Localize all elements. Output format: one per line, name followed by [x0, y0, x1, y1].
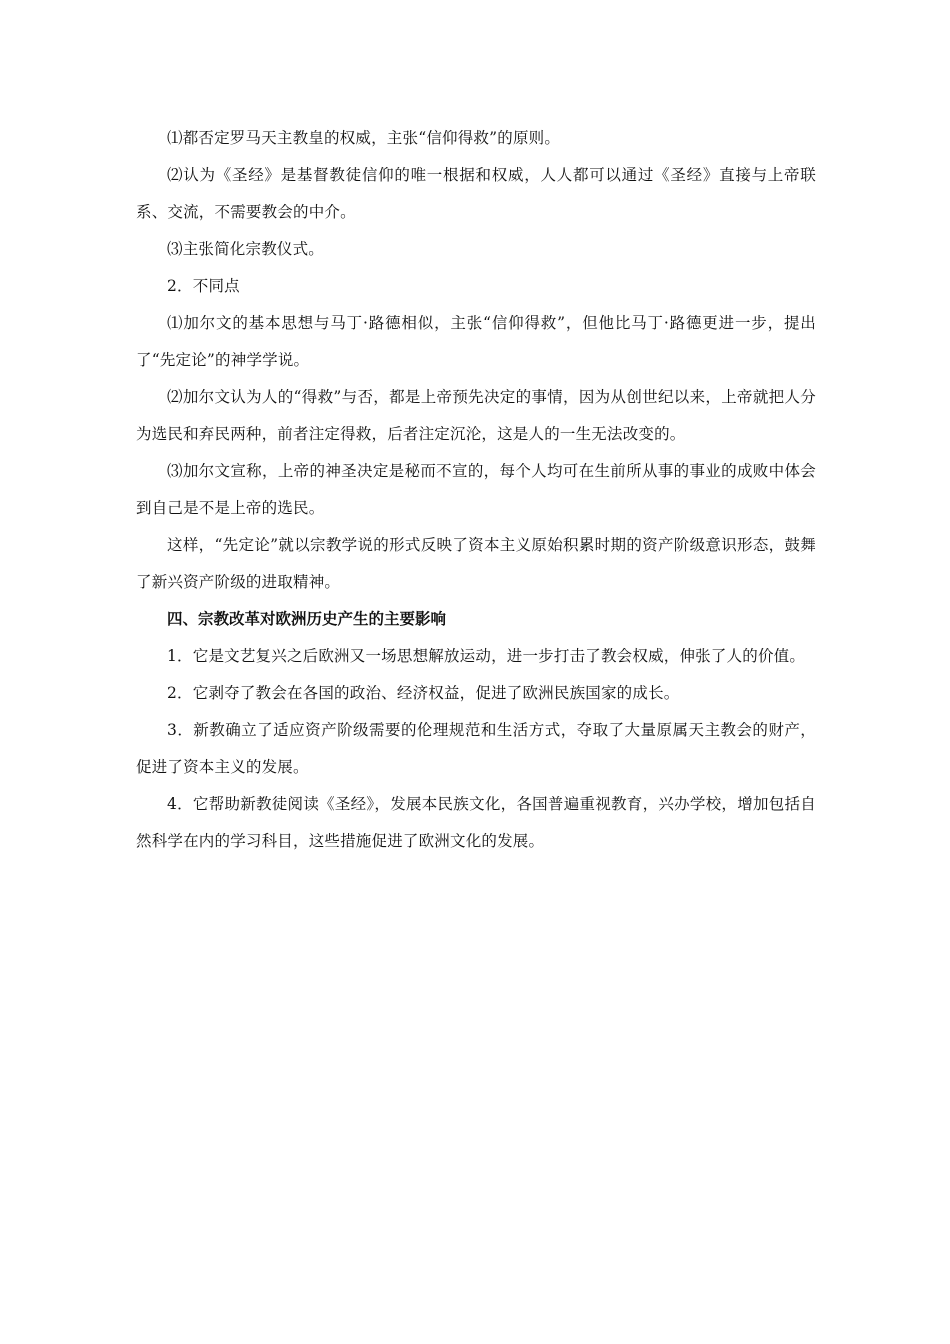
impact-item-3: 3．新教确立了适应资产阶级需要的伦理规范和生活方式，夺取了大量原属天主教会的财产，促进了资本主义的发展。 [136, 721, 816, 776]
paragraph-common-point-3: ⑶主张简化宗教仪式。 [167, 240, 325, 258]
section-heading-impacts: 四、宗教改革对欧洲历史产生的主要影响 [167, 610, 447, 628]
document-body [136, 120, 816, 860]
paragraph-difference-1: ⑴加尔文的基本思想与马丁·路德相似，主张“信仰得救”，但他比马丁·路德更进一步，提出了“先定论”的神学学说。 [136, 314, 816, 369]
impact-item-4: 4．它帮助新教徒阅读《圣经》，发展本民族文化，各国普遍重视教育，兴办学校，增加包括自然科学在内的学习科目，这些措施促进了欧洲文化的发展。 [136, 795, 816, 850]
paragraph-common-point-1: ⑴都否定罗马天主教皇的权威，主张“信仰得救”的原则。 [167, 129, 561, 147]
subheading-differences: 2．不同点 [167, 277, 240, 295]
paragraph-difference-3: ⑶加尔文宣称，上帝的神圣决定是秘而不宣的，每个人均可在生前所从事的事业的成败中体会到自己是不是上帝的选民。 [136, 462, 816, 517]
impact-item-2: 2．它剥夺了教会在各国的政治、经济权益，促进了欧洲民族国家的成长。 [167, 684, 680, 702]
impact-item-1: 1．它是文艺复兴之后欧洲又一场思想解放运动，进一步打击了教会权威，伸张了人的价值。 [167, 647, 806, 665]
paragraph-common-point-2: ⑵认为《圣经》是基督教徒信仰的唯一根据和权威，人人都可以通过《圣经》直接与上帝联系、交流，不需要教会的中介。 [136, 166, 816, 221]
paragraph-predestination-summary: 这样，“先定论”就以宗教学说的形式反映了资本主义原始积累时期的资产阶级意识形态，鼓舞了新兴资产阶级的进取精神。 [136, 536, 816, 591]
paragraph-difference-2: ⑵加尔文认为人的“得救”与否，都是上帝预先决定的事情，因为从创世纪以来，上帝就把人分为选民和弃民两种，前者注定得救，后者注定沉沦，这是人的一生无法改变的。 [136, 388, 816, 443]
